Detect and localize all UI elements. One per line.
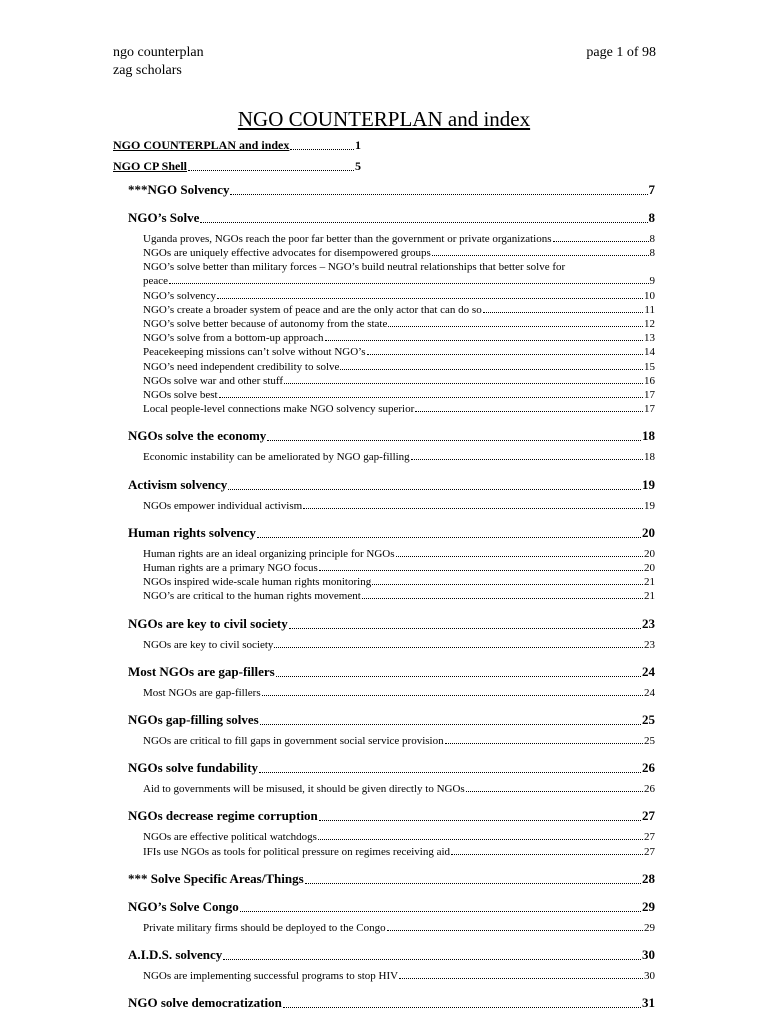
dot-leader: [432, 255, 649, 256]
document-title: NGO COUNTERPLAN and index: [237, 107, 531, 131]
toc-section-page: 8: [648, 210, 655, 225]
toc-item-page: 13: [644, 332, 655, 345]
toc-item[interactable]: [143, 831, 655, 843]
toc-section-label: *** Solve Specific Areas/Things: [128, 870, 304, 886]
toc-item-label: NGOs are implementing successful programs to stop HIV: [143, 970, 399, 982]
toc-item-label: Peacekeeping missions can’t solve without NGO’s: [143, 346, 366, 359]
toc-section-label: NGOs are key to civil society: [128, 615, 288, 631]
dot-leader: [267, 440, 641, 441]
toc-item[interactable]: [143, 304, 655, 316]
toc-item-page: 8: [649, 233, 655, 245]
toc-entry-top[interactable]: [113, 138, 361, 153]
toc-item[interactable]: [143, 375, 655, 387]
toc-item-label: NGOs solve war and other stuff: [143, 374, 284, 387]
toc-item-label: NGO’s need independent credibility to solve: [143, 360, 340, 373]
toc-item-page: 30: [644, 970, 655, 982]
header-page-number: page 1 of 98: [586, 45, 656, 60]
toc-entry-label: NGO CP Shell: [113, 159, 188, 173]
toc-section-label: A.I.D.S. solvency: [128, 947, 223, 962]
toc-section-page: 25: [642, 712, 655, 727]
toc-section-label: NGOs solve fundability: [128, 760, 259, 776]
toc-section-label: Human rights solvency: [128, 524, 256, 540]
toc-section-page: 29: [642, 898, 655, 914]
toc-section[interactable]: [128, 616, 655, 632]
dot-leader: [240, 911, 641, 912]
dot-leader: [223, 959, 641, 960]
toc-item[interactable]: [143, 332, 655, 344]
toc-section-label: NGOs solve the economy: [128, 428, 267, 444]
toc-item-page: 20: [644, 562, 655, 574]
toc-item-page: 16: [644, 374, 655, 387]
dot-leader: [283, 1007, 641, 1008]
toc-item-label: NGO’s solvency: [143, 289, 217, 302]
dot-leader: [399, 978, 643, 979]
toc-item-label: peace: [143, 275, 169, 288]
toc-item-page: 21: [644, 590, 655, 603]
toc-item[interactable]: [143, 783, 655, 795]
dot-leader: [483, 312, 644, 313]
toc-item-label: Economic instability can be ameliorated by NGO gap-filling: [143, 451, 410, 464]
toc-entry-top[interactable]: [113, 159, 361, 174]
toc-section-page: 19: [642, 476, 655, 492]
dot-leader: [230, 194, 647, 195]
dot-leader: [362, 598, 643, 599]
toc-item[interactable]: [143, 389, 655, 401]
dot-leader: [228, 489, 641, 490]
toc-item[interactable]: [143, 639, 655, 651]
toc-item-page: 14: [644, 346, 655, 359]
toc-section[interactable]: [128, 760, 655, 776]
toc-item-label: Most NGOs are gap-fillers: [143, 686, 261, 699]
dot-leader: [367, 354, 643, 355]
toc-item[interactable]: [143, 361, 655, 373]
dot-leader: [290, 149, 354, 150]
toc-section-page: 30: [642, 947, 655, 962]
toc-section[interactable]: [128, 808, 655, 824]
dot-leader: [262, 695, 643, 696]
dot-leader: [274, 647, 643, 648]
dot-leader: [257, 537, 641, 538]
dot-leader: [396, 556, 643, 557]
toc-item[interactable]: [143, 247, 655, 259]
toc-item-page: 27: [644, 845, 655, 858]
toc-item-label: NGO’s solve from a bottom-up approach: [143, 332, 324, 345]
dot-leader: [445, 743, 643, 744]
toc-item[interactable]: [143, 275, 655, 287]
toc-item-page: 19: [644, 499, 655, 512]
dot-leader: [260, 724, 641, 725]
toc-item-page: 26: [644, 783, 655, 796]
toc-item-label: Uganda proves, NGOs reach the poor far better than the government or private organizations: [143, 233, 552, 245]
dot-leader: [303, 508, 643, 509]
toc-item-page: 9: [649, 275, 655, 288]
toc-item-label: Human rights are a primary NGO focus: [143, 562, 318, 574]
toc-item-page: 8: [649, 247, 655, 260]
toc-section-page: 24: [642, 663, 655, 679]
dot-leader: [219, 397, 643, 398]
dot-leader: [289, 628, 641, 629]
dot-leader: [318, 839, 643, 840]
toc-item[interactable]: [143, 403, 655, 415]
toc-section-page: 27: [642, 808, 655, 824]
toc-section[interactable]: [128, 871, 655, 887]
toc-section-page: 7: [648, 182, 655, 197]
toc-section-label: NGO’s Solve: [128, 210, 200, 225]
toc-item-label: Human rights are an ideal organizing principle for NGOs: [143, 547, 395, 560]
toc-item[interactable]: [143, 318, 655, 330]
toc-item-page: 12: [644, 318, 655, 330]
toc-item-label: NGOs are effective political watchdogs: [143, 831, 317, 844]
toc-section-page: 23: [642, 615, 655, 631]
dot-leader: [451, 854, 643, 855]
toc-item[interactable]: [143, 290, 655, 302]
toc-item-label: IFIs use NGOs as tools for political pressure on regimes receiving aid: [143, 845, 451, 858]
dot-leader: [276, 676, 641, 677]
dot-leader: [388, 326, 643, 327]
toc-item-page: 10: [644, 289, 655, 302]
header-author: zag scholars: [113, 63, 182, 78]
header-doc-name: ngo counterplan: [113, 45, 204, 60]
toc-item-label: NGOs solve best: [143, 389, 218, 401]
toc-item-label: NGOs are uniquely effective advocates for disempowered groups: [143, 247, 431, 260]
toc-section-label: Most NGOs are gap-fillers: [128, 663, 275, 679]
toc-section-label: NGOs decrease regime corruption: [128, 808, 318, 824]
toc-item[interactable]: [143, 548, 655, 560]
dot-leader: [319, 570, 643, 571]
toc-item-page: 17: [644, 389, 655, 401]
dot-leader: [325, 340, 643, 341]
toc-item[interactable]: [143, 970, 655, 982]
toc-item-label: NGOs empower individual activism: [143, 499, 303, 512]
dot-leader: [217, 298, 643, 299]
toc-section-page: 31: [642, 995, 655, 1011]
dot-leader: [284, 383, 643, 384]
toc-item-page: 18: [644, 451, 655, 464]
dot-leader: [188, 170, 354, 171]
dot-leader: [305, 883, 641, 884]
toc-item[interactable]: [143, 346, 655, 358]
toc-item[interactable]: [143, 500, 655, 512]
toc-item-page: 29: [644, 921, 655, 934]
toc-section-page: 26: [642, 760, 655, 776]
toc-section[interactable]: [128, 899, 655, 915]
toc-item-page: 11: [644, 303, 655, 316]
toc-section-label: Activism solvency: [128, 476, 228, 492]
dot-leader: [415, 411, 643, 412]
toc-section[interactable]: [128, 947, 655, 963]
toc-item-page: 24: [644, 686, 655, 699]
dot-leader: [200, 222, 647, 223]
toc-item-page: 15: [644, 360, 655, 373]
dot-leader: [340, 369, 643, 370]
toc-item-page: 27: [644, 831, 655, 844]
toc-item[interactable]: [143, 562, 655, 574]
toc-section-label: NGO’s Solve Congo: [128, 898, 239, 914]
toc-section-label: NGO solve democratization: [128, 995, 282, 1011]
toc-section-page: 28: [642, 870, 655, 886]
toc-section[interactable]: [128, 995, 655, 1011]
dot-leader: [259, 772, 641, 773]
toc-item-label: Local people-level connections make NGO solvency superior: [143, 403, 415, 416]
toc-section-page: 18: [642, 428, 655, 444]
toc-section-label: ***NGO Solvency: [128, 182, 230, 197]
toc-item-label: NGOs are key to civil society: [143, 638, 274, 651]
toc-entry-label: NGO COUNTERPLAN and index: [113, 138, 290, 152]
toc-item-label: Private military firms should be deployed to the Congo: [143, 921, 386, 934]
toc-item-label: NGO’s create a broader system of peace and are the only actor that can do so: [143, 303, 482, 316]
dot-leader: [466, 791, 643, 792]
toc-item-label: NGOs are critical to fill gaps in government social service provision: [143, 735, 444, 747]
toc-item-page: 17: [644, 403, 655, 416]
dot-leader: [372, 584, 643, 585]
toc-section[interactable]: [128, 525, 655, 541]
toc-section[interactable]: [128, 428, 655, 444]
toc-item-page: 25: [644, 735, 655, 747]
running-header-left: [113, 44, 204, 80]
dot-leader: [411, 459, 643, 460]
toc-item-label: Aid to governments will be misused, it should be given directly to NGOs: [143, 783, 465, 796]
toc-section[interactable]: [128, 664, 655, 680]
toc-section[interactable]: [128, 477, 655, 493]
toc-item-wrapped-line[interactable]: NGO’s solve better than military forces – NGO’s build neutral relationships that better solve for: [143, 261, 566, 274]
toc-item[interactable]: [143, 922, 655, 934]
toc-item-page: 23: [644, 638, 655, 651]
dot-leader: [387, 930, 643, 931]
dot-leader: [319, 820, 641, 821]
toc-item-label: NGO’s solve better because of autonomy from the state: [143, 318, 388, 330]
toc-section[interactable]: [128, 182, 655, 198]
toc-item-page: 21: [644, 576, 655, 589]
toc-entry-page: 5: [355, 159, 361, 173]
toc-item-label: NGO’s are critical to the human rights movement: [143, 590, 361, 603]
toc-item[interactable]: [143, 233, 655, 245]
toc-item[interactable]: [143, 687, 655, 699]
dot-leader: [169, 283, 648, 284]
toc-section[interactable]: [128, 712, 655, 728]
toc-item[interactable]: [143, 846, 655, 858]
toc-entry-page: 1: [355, 138, 361, 152]
toc-item-page: 20: [644, 547, 655, 560]
toc-item-label: NGOs inspired wide-scale human rights monitoring: [143, 576, 372, 589]
toc-section[interactable]: [128, 210, 655, 226]
toc-item[interactable]: [143, 576, 655, 588]
dot-leader: [553, 241, 649, 242]
toc-section-page: 20: [642, 524, 655, 540]
toc-item[interactable]: [143, 451, 655, 463]
toc-item[interactable]: [143, 590, 655, 602]
toc-item[interactable]: [143, 735, 655, 747]
toc-section-label: NGOs gap-filling solves: [128, 712, 259, 727]
